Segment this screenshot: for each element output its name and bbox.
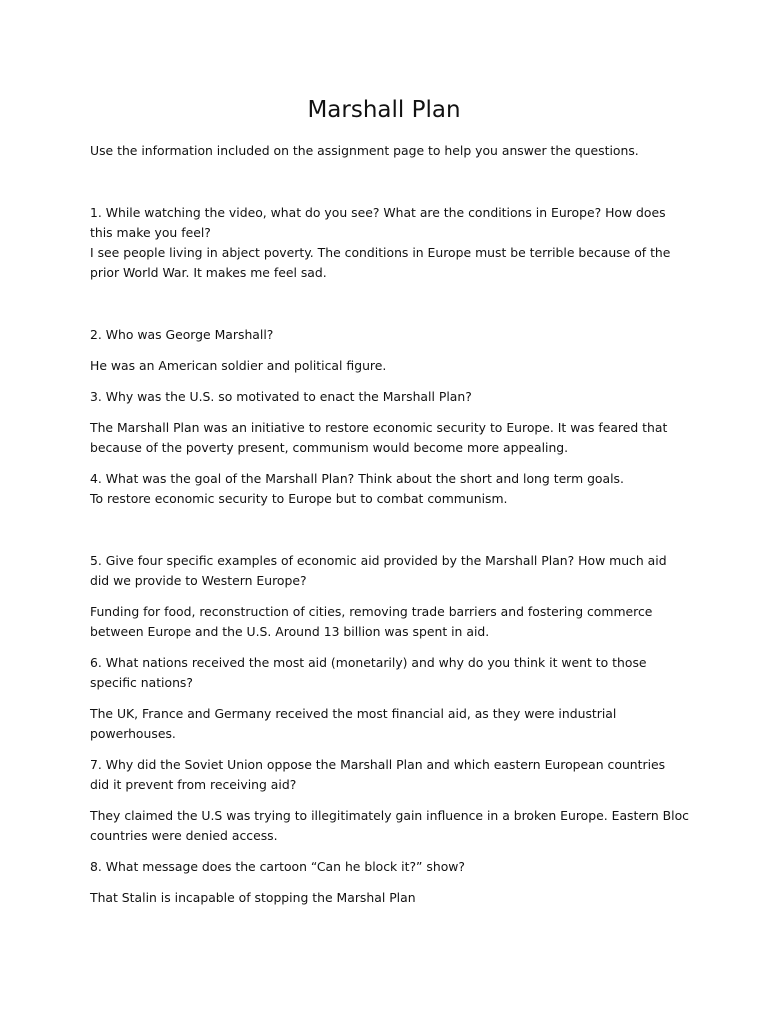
answer-3-line-1: The Marshall Plan was an initiative to restore economic security to Europe. It was feared that: [90, 420, 668, 435]
answer-1-line-1: I see people living in abject poverty. The conditions in Europe must be terrible because of the: [90, 245, 671, 260]
answer-7-line-1: They claimed the U.S was trying to illegitimately gain influence in a broken Europe. Eastern Bloc: [90, 808, 689, 823]
answer-3-line-2: because of the poverty present, communism would become more appealing.: [90, 440, 569, 455]
question-5-line-2: did we provide to Western Europe?: [90, 573, 307, 588]
question-1-line-2: this make you feel?: [90, 225, 211, 240]
answer-6-line-1: The UK, France and Germany received the most financial aid, as they were industrial: [90, 706, 617, 721]
answer-5-line-2: between Europe and the U.S. Around 13 billion was spent in aid.: [90, 624, 490, 639]
answer-6-line-2: powerhouses.: [90, 726, 176, 741]
answer-2: He was an American soldier and political figure.: [90, 358, 387, 373]
question-4: 4. What was the goal of the Marshall Plan? Think about the short and long term goals.: [90, 471, 624, 486]
question-5-line-1: 5. Give four specific examples of economic aid provided by the Marshall Plan? How much aid: [90, 553, 667, 568]
question-6-line-2: specific nations?: [90, 675, 193, 690]
question-2: 2. Who was George Marshall?: [90, 327, 274, 342]
answer-8: That Stalin is incapable of stopping the Marshal Plan: [90, 890, 416, 905]
answer-7-line-2: countries were denied access.: [90, 828, 278, 843]
answer-4: To restore economic security to Europe but to combat communism.: [90, 491, 508, 506]
question-7-line-2: did it prevent from receiving aid?: [90, 777, 297, 792]
page-title: Marshall Plan: [307, 97, 461, 123]
question-7-line-1: 7. Why did the Soviet Union oppose the Marshall Plan and which eastern European countries: [90, 757, 666, 772]
answer-1-line-2: prior World War. It makes me feel sad.: [90, 265, 327, 280]
answer-5-line-1: Funding for food, reconstruction of cities, removing trade barriers and fostering commerce: [90, 604, 653, 619]
question-8: 8. What message does the cartoon “Can he block it?” show?: [90, 859, 466, 874]
question-3: 3. Why was the U.S. so motivated to enact the Marshall Plan?: [90, 389, 472, 404]
question-1-line-1: 1. While watching the video, what do you see? What are the conditions in Europe? How does: [90, 205, 666, 220]
instructions-text: Use the information included on the assignment page to help you answer the questions.: [90, 143, 639, 158]
question-6-line-1: 6. What nations received the most aid (monetarily) and why do you think it went to those: [90, 655, 647, 670]
